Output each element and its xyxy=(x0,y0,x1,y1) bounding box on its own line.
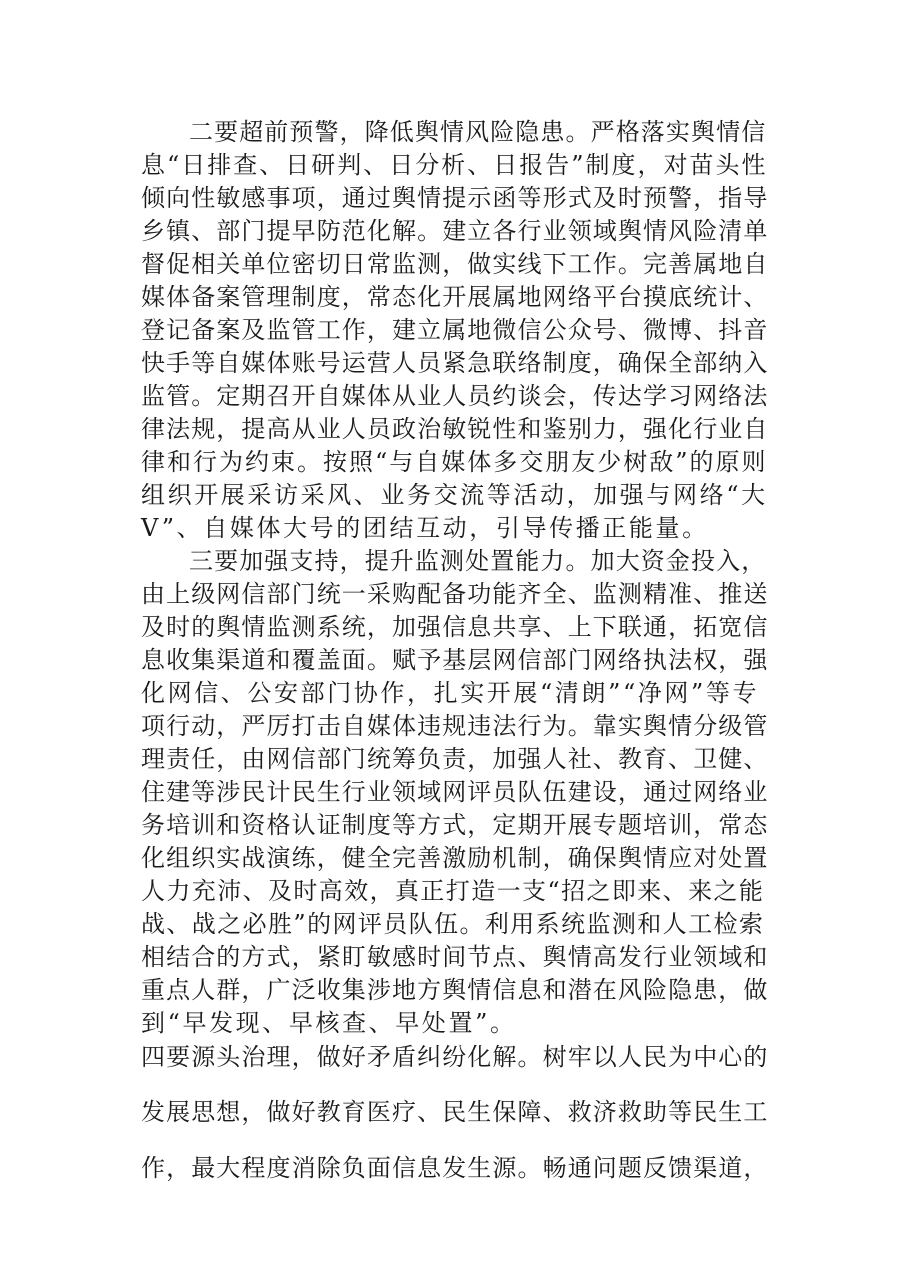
paragraph-2-line-4: 乡镇、部门提早防范化解。建立各行业领域舆情风险清单 xyxy=(141,217,769,245)
paragraph-2-line-1: 二要超前预警，降低舆情风险隐患。严格落实舆情信 xyxy=(189,118,767,146)
paragraph-3-line-1: 三要加强支持，提升监测处置能力。加大资金投入， xyxy=(189,547,767,575)
paragraph-2-line-8: 快手等自媒体账号运营人员紧急联络制度，确保全部纳入 xyxy=(141,349,769,377)
paragraph-4-line-2: 发展思想，做好教育医疗、民生保障、救济救助等民生工 xyxy=(141,1098,769,1126)
paragraph-2-line-12: 组织开展采访采风、业务交流等活动，加强与网络“大 xyxy=(141,481,768,509)
paragraph-2-line-6: 媒体备案管理制度，常态化开展属地网络平台摸底统计、 xyxy=(141,283,769,311)
paragraph-2-line-11: 律和行为约束。按照“与自媒体多交朋友少树敌”的原则 xyxy=(141,448,768,476)
paragraph-2-line-5: 督促相关单位密切日常监测，做实线下工作。完善属地自 xyxy=(141,250,769,278)
paragraph-4-line-1: 四要源头治理，做好矛盾纠纷化解。树牢以人民为中心的 xyxy=(141,1043,769,1071)
paragraph-2-line-10: 律法规，提高从业人员政治敏锐性和鉴别力，强化行业自 xyxy=(141,415,769,443)
paragraph-3-line-3: 及时的舆情监测系统，加强信息共享、上下联通，拓宽信 xyxy=(141,613,769,641)
paragraph-2-line-2: 息“日排查、日研判、日分析、日报告”制度，对苗头性 xyxy=(141,151,768,179)
paragraph-3-line-4: 息收集渠道和覆盖面。赋予基层网信部门网络执法权，强 xyxy=(141,646,769,674)
paragraph-3-line-10: 化组织实战演练，健全完善激励机制，确保舆情应对处置 xyxy=(141,844,769,872)
paragraph-3-line-9: 务培训和资格认证制度等方式，定期开展专题培训，常态 xyxy=(141,811,769,839)
paragraph-3-line-7: 理责任，由网信部门统筹负责，加强人社、教育、卫健、 xyxy=(141,745,769,773)
paragraph-3-line-8: 住建等涉民计民生行业领域网评员队伍建设，通过网络业 xyxy=(141,778,769,806)
paragraph-3-line-5: 化网信、公安部门协作，扎实开展“清朗”“净网”等专 xyxy=(141,679,760,707)
paragraph-3-line-15: 到“早发现、早核查、早处置”。 xyxy=(141,1009,517,1037)
paragraph-3-line-2: 由上级网信部门统一采购配备功能齐全、监测精准、推送 xyxy=(141,580,769,608)
paragraph-3-line-12: 战、战之必胜”的网评员队伍。利用系统监测和人工检索 xyxy=(141,910,765,938)
paragraph-2-line-7: 登记备案及监管工作，建立属地微信公众号、微博、抖音 xyxy=(141,316,769,344)
paragraph-3-line-11: 人力充沛、及时高效，真正打造一支“招之即来、来之能 xyxy=(141,877,765,905)
paragraph-3-line-14: 重点人群，广泛收集涉地方舆情信息和潜在风险隐患，做 xyxy=(141,976,769,1004)
paragraph-2-line-13: V”、自媒体大号的团结互动，引导传播正能量。 xyxy=(141,514,709,542)
paragraph-2-line-3: 倾向性敏感事项，通过舆情提示函等形式及时预警，指导 xyxy=(141,184,769,212)
paragraph-2-line-9: 监管。定期召开自媒体从业人员约谈会，传达学习网络法 xyxy=(141,382,769,410)
paragraph-4-line-3: 作，最大程度消除负面信息发生源。畅通问题反馈渠道， xyxy=(141,1154,769,1182)
paragraph-3-line-13: 相结合的方式，紧盯敏感时间节点、舆情高发行业领域和 xyxy=(141,943,769,971)
paragraph-3-line-6: 项行动，严厉打击自媒体违规违法行为。靠实舆情分级管 xyxy=(141,712,769,740)
